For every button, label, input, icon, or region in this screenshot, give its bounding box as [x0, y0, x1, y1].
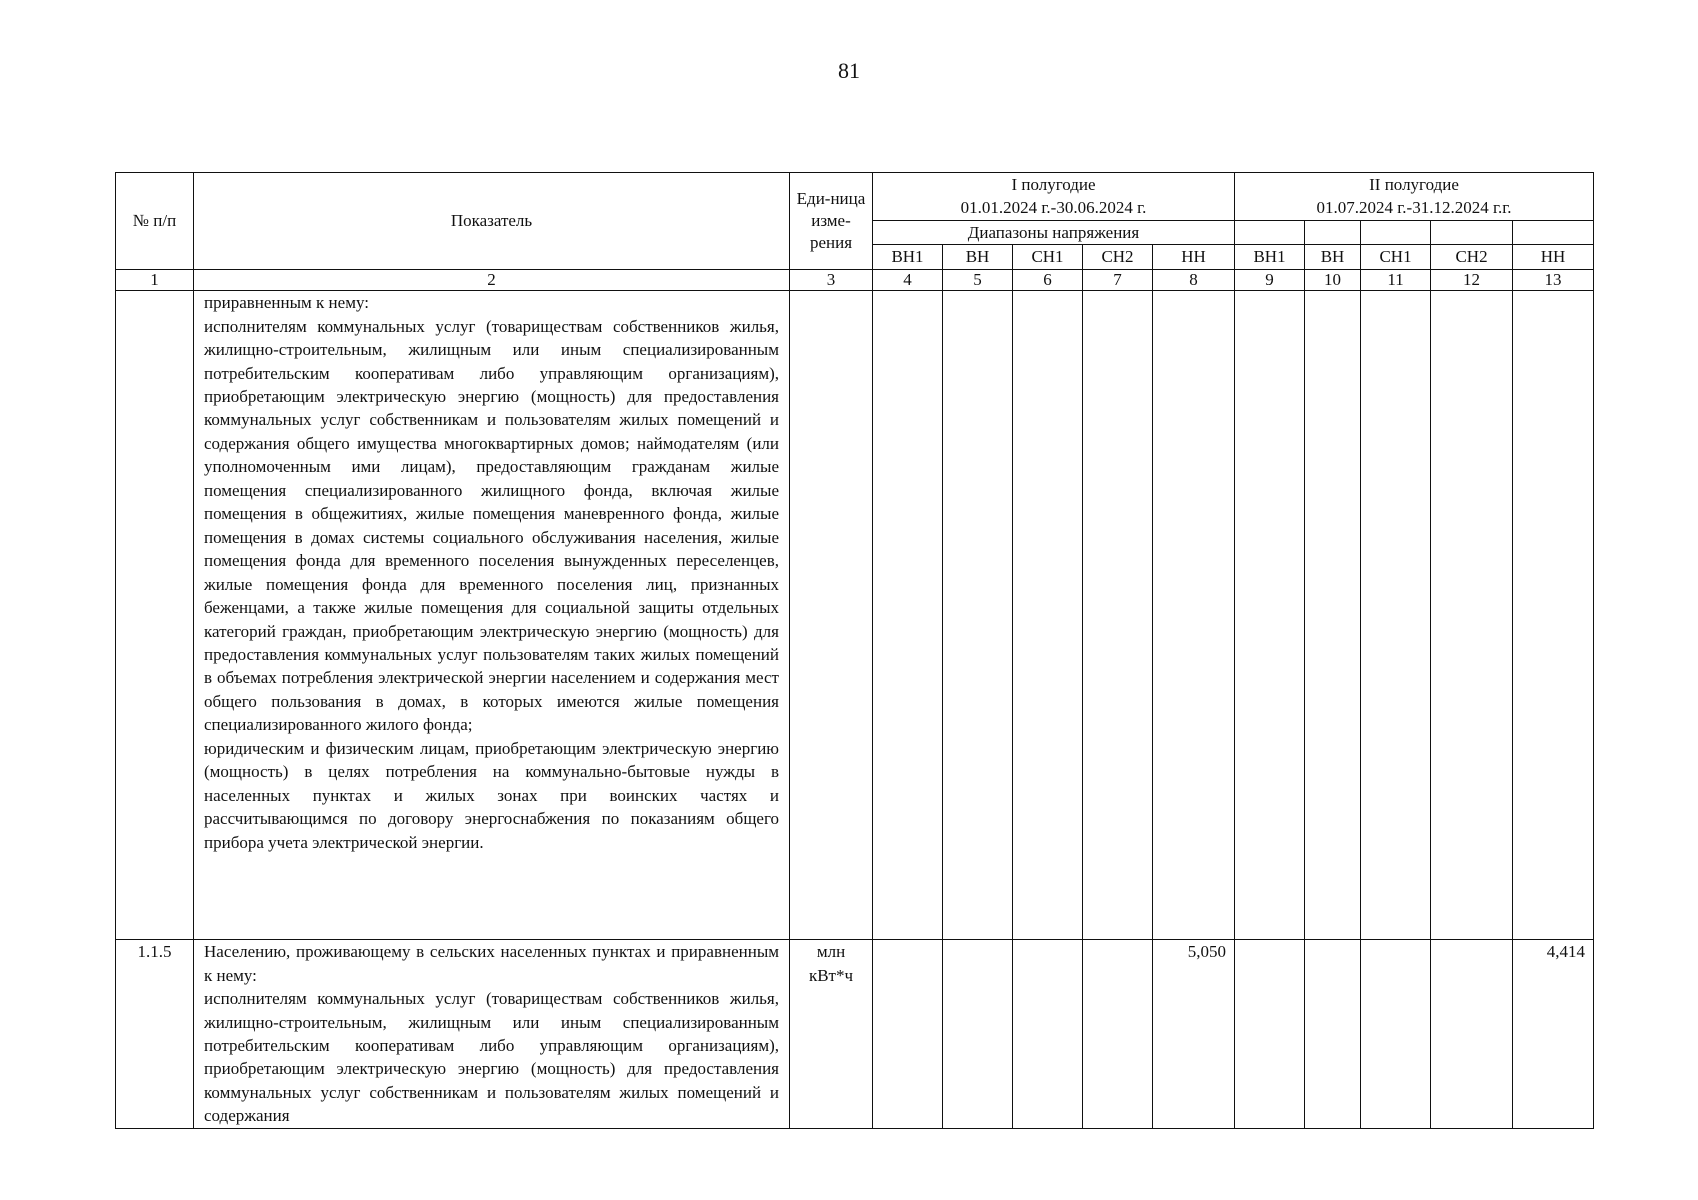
value-cell — [1013, 940, 1083, 1129]
value-cell — [1235, 291, 1305, 940]
header-voltage-col: ВН1 — [873, 245, 943, 269]
header-half2-blank — [1431, 220, 1513, 244]
header-indicator: Показатель — [194, 173, 790, 270]
indicator-text — [194, 940, 790, 1129]
header-unit: Еди-ница изме-рения — [790, 173, 873, 270]
column-number: 13 — [1513, 269, 1594, 290]
row-number — [116, 291, 194, 940]
value-cell — [873, 940, 943, 1129]
header-voltage-col: СН2 — [1083, 245, 1153, 269]
header-voltage-col: НН — [1153, 245, 1235, 269]
column-number: 6 — [1013, 269, 1083, 290]
table-row — [116, 291, 1594, 940]
header-voltage-col: НН — [1513, 245, 1594, 269]
header-voltage-col: ВН1 — [1235, 245, 1305, 269]
header-half1 — [873, 173, 1235, 221]
value-cell — [1361, 291, 1431, 940]
indicator-text — [194, 291, 790, 940]
table-row — [116, 940, 1594, 1129]
header-half2-dates: 01.07.2024 г.-31.12.2024 г.г. — [1316, 198, 1512, 218]
column-number: 11 — [1361, 269, 1431, 290]
header-half2-blank — [1235, 220, 1305, 244]
indicator-paragraph: исполнителям коммунальных услуг (товариществам собственников жилья, жилищно-строительным, жилищным или иным специализированным потребительским кооперативам либо управляющим организациям), приобретающим электрическую энергию (мощность) для предоставления коммунальных услуг собственникам и пользователям жилых помещений и содержания общего имущества многоквартирных домов; наймодателям (или уполномоченным ими лицам), предоставляющим гражданам жилые помещения специализированного жилищного фонда, включая жилые помещения в общежитиях, жилые помещения маневренного фонда, жилые помещения в домах системы социального обслуживания населения, жилые помещения фонда для временного поселения вынужденных переселенцев, жилые помещения фонда для временного поселения лиц, признанных беженцами, а также жилые помещения для социальной защиты отдельных категорий граждан, приобретающим электрическую энергию (мощность) для предоставления коммунальных услуг пользователям таких жилых помещений в объемах потребления электрической энергии населением и содержания мест общего пользования в домах, в которых имеются жилые помещения специализированного жилого фонда; — [204, 316, 779, 735]
value-cell — [1013, 291, 1083, 940]
value-cell — [1361, 940, 1431, 1129]
unit-cell — [790, 291, 873, 940]
value-cell — [1305, 291, 1361, 940]
column-number: 1 — [116, 269, 194, 290]
header-half1-title: I полугодие — [1011, 175, 1096, 194]
value-cell — [1083, 940, 1153, 1129]
indicator-paragraph: приравненным к нему: — [204, 293, 369, 313]
header-half2-title: II полугодие — [1369, 175, 1459, 194]
header-voltage-col: ВН — [943, 245, 1013, 269]
header-voltage-col: СН1 — [1361, 245, 1431, 269]
value-cell — [1153, 291, 1235, 940]
header-half2-blank — [1305, 220, 1361, 244]
indicator-paragraph: Населению, проживающему в сельских населенных пунктах и приравненным к нему: — [204, 942, 779, 985]
value-cell: 5,050 — [1153, 940, 1235, 1129]
value-cell: 4,414 — [1513, 940, 1594, 1129]
value-cell — [1431, 940, 1513, 1129]
header-half2-blank — [1361, 220, 1431, 244]
header-voltage-col: СН1 — [1013, 245, 1083, 269]
value-cell — [1513, 291, 1594, 940]
header-voltage-col: СН2 — [1431, 245, 1513, 269]
column-number: 9 — [1235, 269, 1305, 290]
value-cell — [873, 291, 943, 940]
column-number: 10 — [1305, 269, 1361, 290]
header-half2-blank — [1513, 220, 1594, 244]
column-number: 8 — [1153, 269, 1235, 290]
value-cell — [1235, 940, 1305, 1129]
column-number: 4 — [873, 269, 943, 290]
header-half2 — [1235, 173, 1594, 221]
row-number: 1.1.5 — [116, 940, 194, 1129]
column-number: 2 — [194, 269, 790, 290]
value-cell — [943, 291, 1013, 940]
page-number: 81 — [838, 58, 860, 83]
column-number: 5 — [943, 269, 1013, 290]
value-cell — [1305, 940, 1361, 1129]
column-number: 12 — [1431, 269, 1513, 290]
header-num: № п/п — [116, 173, 194, 270]
header-voltage-col: ВН — [1305, 245, 1361, 269]
column-number: 3 — [790, 269, 873, 290]
header-half1-dates: 01.01.2024 г.-30.06.2024 г. — [960, 198, 1147, 218]
unit-cell: млн кВт*ч — [790, 940, 873, 1129]
tariff-balance-table — [115, 172, 1594, 1129]
indicator-paragraph: исполнителям коммунальных услуг (товариществам собственников жилья, жилищно-строительным, жилищным или иным специализированным потребительским кооперативам либо управляющим организациям), приобретающим электрическую энергию (мощность) для предоставления коммунальных услуг собственникам и пользователям жилых помещений и содержания — [204, 989, 779, 1126]
value-cell — [943, 940, 1013, 1129]
header-voltage-ranges: Диапазоны напряжения — [873, 220, 1235, 244]
column-number: 7 — [1083, 269, 1153, 290]
indicator-paragraph: юридическим и физическим лицам, приобретающим электрическую энергию (мощность) в целях потребления на коммунально-бытовые нужды в населенных пунктах и жилых зонах при воинских частях и рассчитывающимся по договору энергоснабжения по показаниям общего прибора учета электрической энергии. — [204, 738, 779, 852]
value-cell — [1431, 291, 1513, 940]
value-cell — [1083, 291, 1153, 940]
